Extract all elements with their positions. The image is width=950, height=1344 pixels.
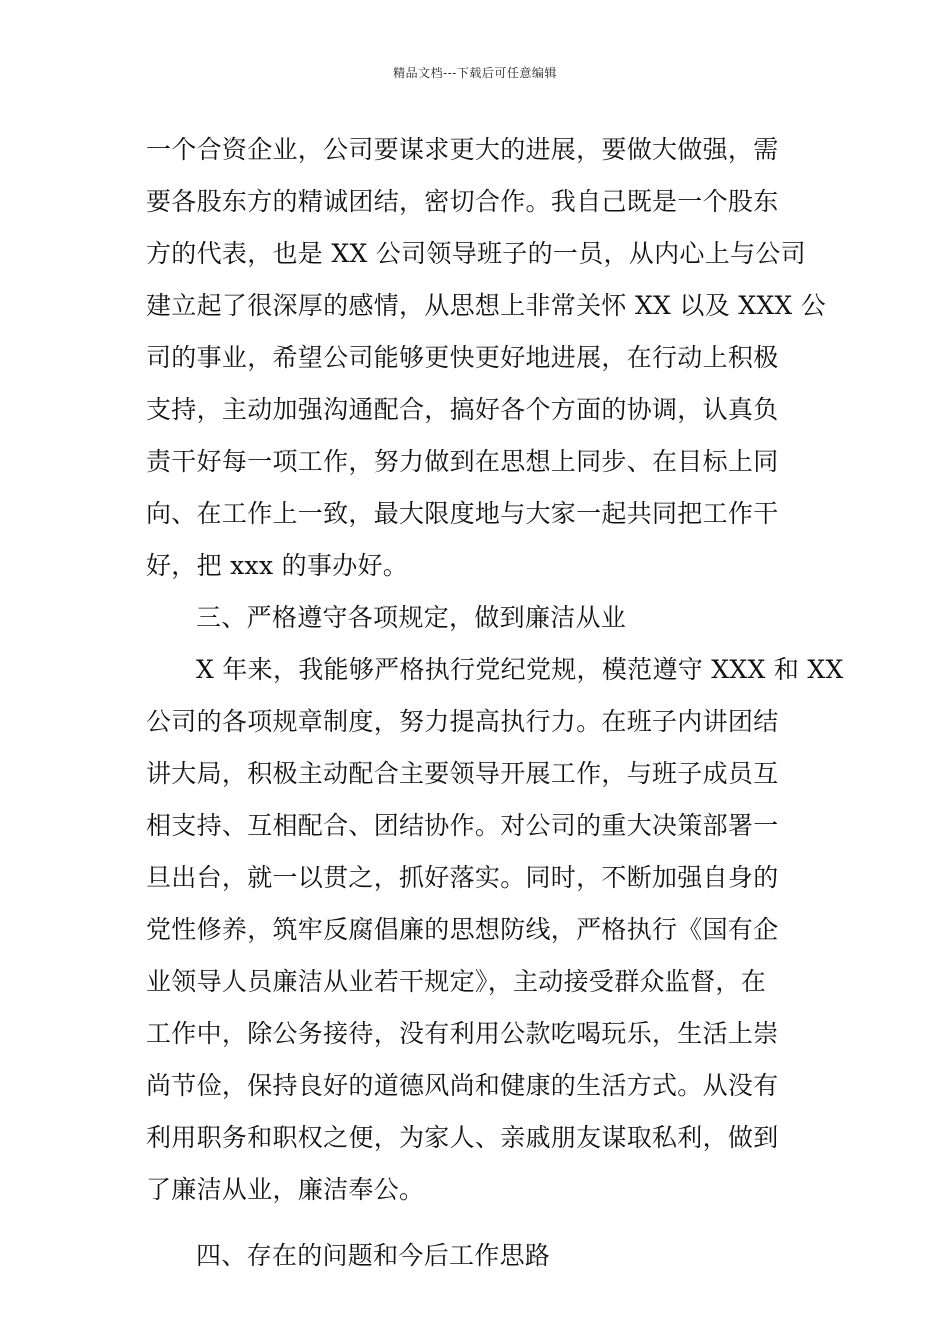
text-line: 好，把 xxx 的事办好。 <box>146 551 409 580</box>
paragraph-2 <box>146 644 844 1216</box>
text-line: 相支持、互相配合、团结协作。对公司的重大决策部署一 <box>146 811 779 840</box>
text-line: 建立起了很深厚的感情，从思想上非常关怀 XX 以及 XXX 公 <box>146 291 827 320</box>
text-line: 尚节俭，保持良好的道德风尚和健康的生活方式。从没有 <box>146 1071 779 1100</box>
paragraph-gap <box>146 1216 810 1230</box>
text-line: 旦出台，就一以贯之，抓好落实。同时，不断加强自身的 <box>146 863 779 892</box>
text-line: 司的事业，希望公司能够更快更好地进展，在行动上积极 <box>146 343 779 372</box>
text-line: 利用职务和职权之便，为家人、亲戚朋友谋取私利，做到 <box>146 1123 779 1152</box>
text-line-indented: X 年来，我能够严格执行党纪党规，模范遵守 XXX 和 XX <box>196 655 844 684</box>
text-line: 向、在工作上一致，最大限度地与大家一起共同把工作干 <box>146 499 779 528</box>
text-line: 了廉洁从业，廉洁奉公。 <box>146 1175 425 1204</box>
page-header: 精品文档---下载后可任意编辑 <box>393 66 557 80</box>
text-line: 要各股东方的精诚团结，密切合作。我自己既是一个股东 <box>146 187 779 216</box>
text-line: 一个合资企业，公司要谋求更大的进展，要做大做强，需 <box>146 135 779 164</box>
text-line: 方的代表，也是 XX 公司领导班子的一员，从内心上与公司 <box>146 239 806 268</box>
text-line: 支持，主动加强沟通配合，搞好各个方面的协调，认真负 <box>146 395 779 424</box>
text-line: 公司的各项规章制度，努力提高执行力。在班子内讲团结 <box>146 707 779 736</box>
section-heading-3: 三、严格遵守各项规定，做到廉洁从业 <box>196 603 627 632</box>
text-line: 业领导人员廉洁从业若干规定》，主动接受群众监督，在 <box>146 967 767 996</box>
text-line: 责干好每一项工作，努力做到在思想上同步、在目标上同 <box>146 447 779 476</box>
paragraph-1 <box>146 124 827 592</box>
text-line: 讲大局，积极主动配合主要领导开展工作，与班子成员互 <box>146 759 779 788</box>
section-heading-4: 四、存在的问题和今后工作思路 <box>196 1241 551 1270</box>
document-body <box>146 124 844 1282</box>
text-line: 工作中，除公务接待，没有利用公款吃喝玩乐，生活上崇 <box>146 1019 779 1048</box>
text-line: 党性修养，筑牢反腐倡廉的思想防线，严格执行《国有企 <box>146 915 779 944</box>
